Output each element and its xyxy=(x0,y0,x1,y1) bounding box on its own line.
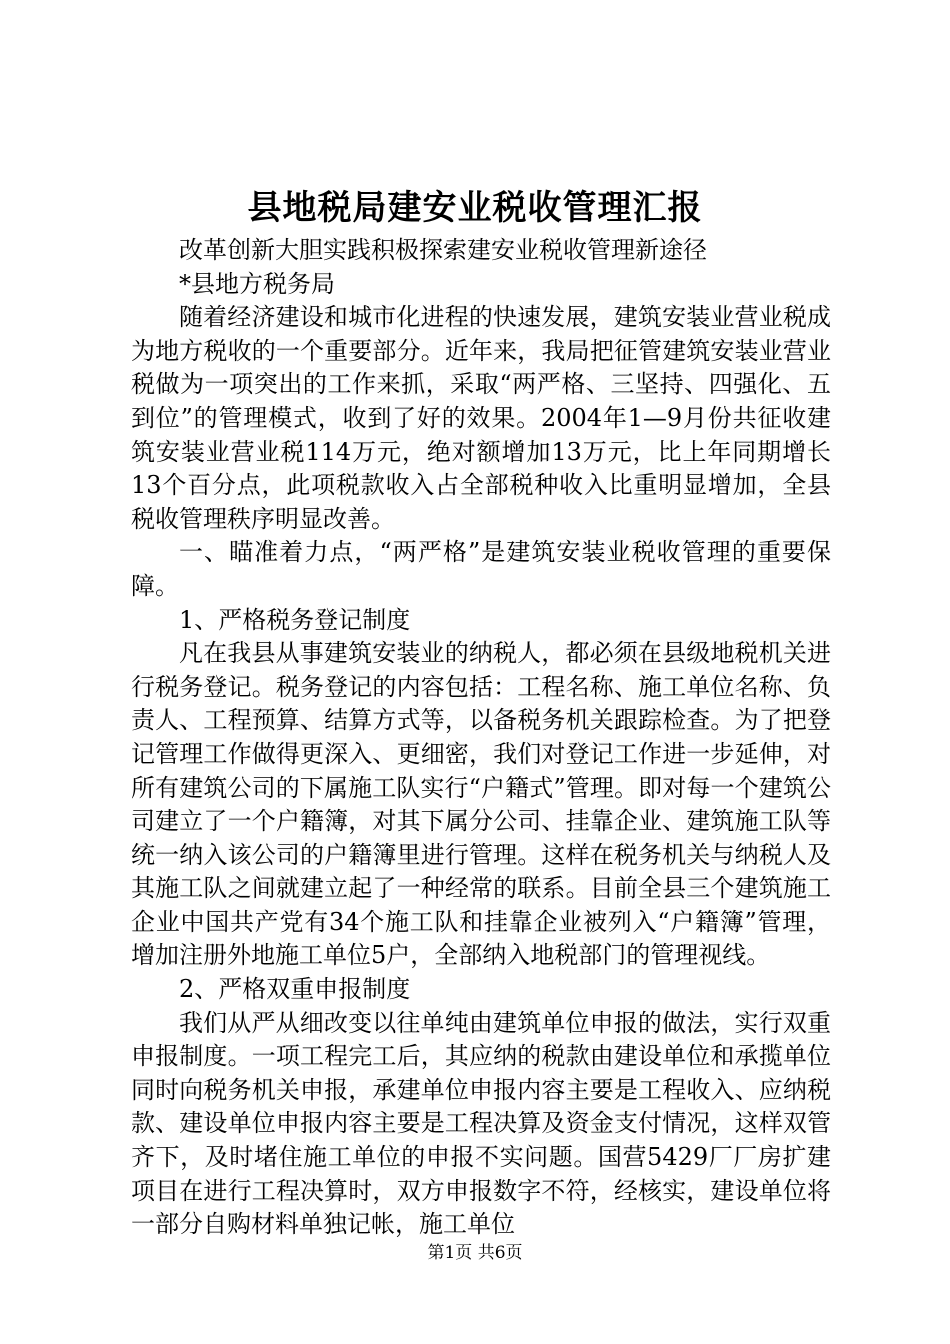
subtitle-paragraph: 改革创新大胆实践积极探索建安业税收管理新途径 xyxy=(179,236,707,264)
page-number-footer: 第1页 共6页 xyxy=(427,1243,523,1263)
author-paragraph: *县地方税务局 xyxy=(179,269,335,298)
body-paragraph: 随着经济建设和城市化进程的快速发展，建筑安装业营业税成为地方税收的一个重要部分。近年来，我局把征管建筑安装业营业税做为一项突出的工作来抓，采取“两严格、三坚持、四强化、五到位”的管理模式，收到了好的效果。2004年1—9月份共征收建筑安装业营业税114万元，绝对额增加13万元，比上年同期增长13个百分点，此项税款收入占全部税种收入比重明显增加，全县税收管理秩序明显改善。 xyxy=(131,303,831,533)
subsection-heading: 1、严格税务登记制度 xyxy=(179,605,411,634)
section-heading: 一、瞄准着力点，“两严格”是建筑安装业税收管理的重要保障。 xyxy=(131,538,831,600)
subsection-heading: 2、严格双重申报制度 xyxy=(179,975,411,1004)
document-title: 县地税局建安业税收管理汇报 xyxy=(247,188,703,228)
body-paragraph: 凡在我县从事建筑安装业的纳税人，都必须在县级地税机关进行税务登记。税务登记的内容包括：工程名称、施工单位名称、负责人、工程预算、结算方式等，以备税务机关跟踪检查。为了把登记管理工作做得更深入、更细密，我们对登记工作进一步延伸，对所有建筑公司的下属施工队实行“户籍式”管理。即对每一个建筑公司建立了一个户籍簿，对其下属分公司、挂靠企业、建筑施工队等统一纳入该公司的户籍簿里进行管理。这样在税务机关与纳税人及其施工队之间就建立起了一种经常的联系。目前全县三个建筑施工企业中国共产党有34个施工队和挂靠企业被列入“户籍簿”管理，增加注册外地施工单位5户，全部纳入地税部门的管理视线。 xyxy=(131,639,831,970)
document-body xyxy=(131,234,831,1242)
body-paragraph: 我们从严从细改变以往单纯由建筑单位申报的做法，实行双重申报制度。一项工程完工后，其应纳的税款由建设单位和承揽单位同时向税务机关申报，承建单位申报内容主要是工程收入、应纳税款、建设单位申报内容主要是工程决算及资金支付情况，这样双管齐下，及时堵住施工单位的申报不实问题。国营5429厂厂房扩建项目在进行工程决算时，双方申报数字不符，经核实，建设单位将一部分自购材料单独记帐，施工单位 xyxy=(131,1008,831,1239)
